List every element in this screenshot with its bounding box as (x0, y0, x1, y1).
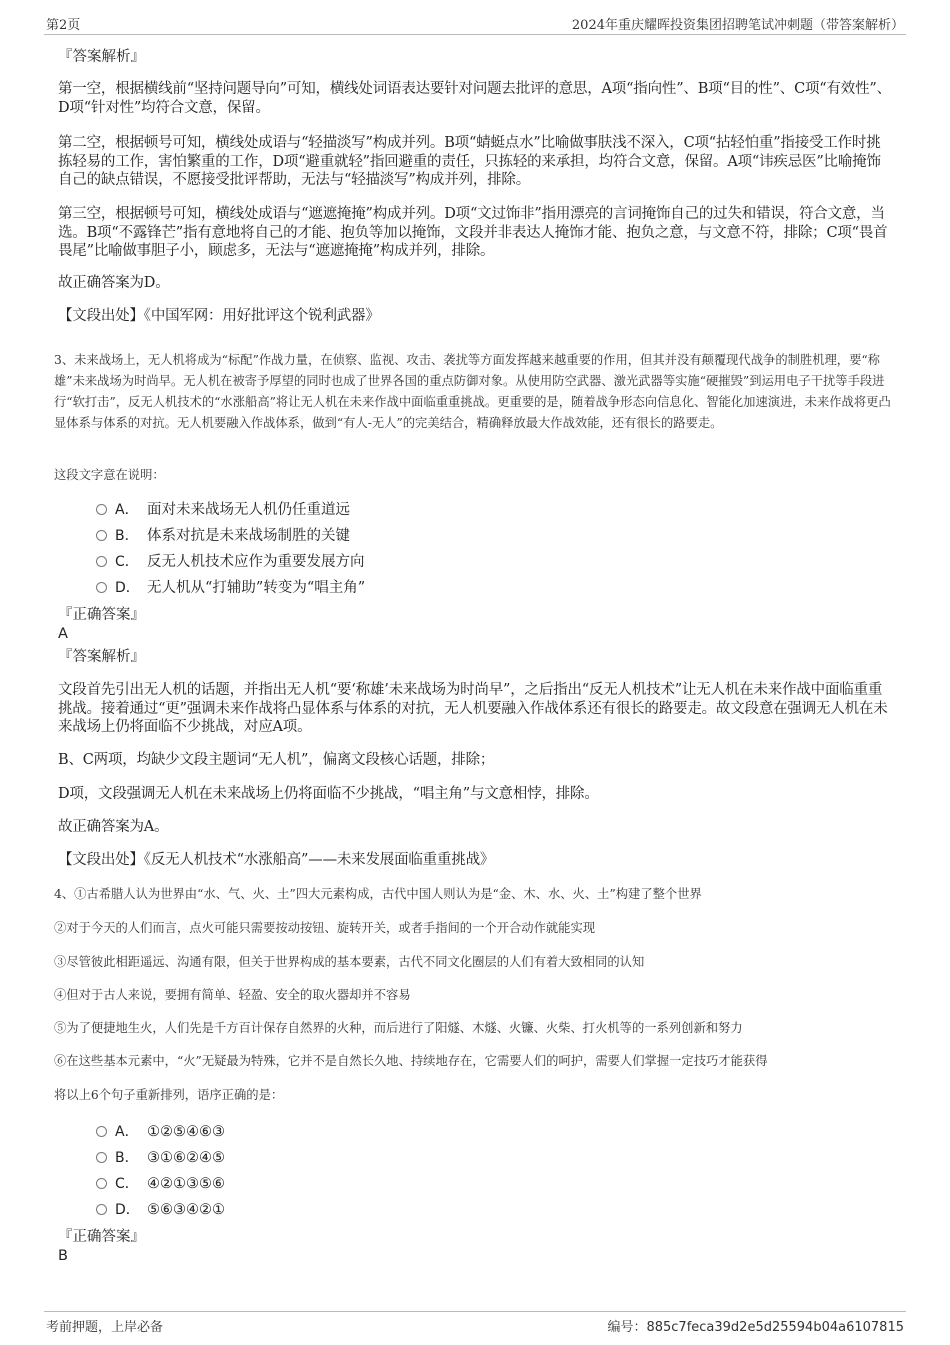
q4-answer-tag: 『正确答案』 (58, 1229, 145, 1245)
q3-analysis-para2: B、C两项，均缺少文段主题词“无人机”，偏离文段核心话题，排除； (58, 752, 495, 768)
page-header (44, 14, 906, 35)
option-text: 反无人机技术应作为重要发展方向 (147, 554, 365, 570)
q4-sentence-3: ③尽管彼此相距遥远、沟通有限，但关于世界构成的基本要素，古代不同文化圈层的人们有着大致相同的认知 (54, 955, 645, 969)
q2-source: 【文段出处】《中国军网：用好批评这个锐利武器》 (58, 308, 380, 324)
radio-icon[interactable] (96, 556, 107, 567)
option-letter: C． (115, 1176, 139, 1192)
q3-prompt: 这段文字意在说明： (54, 468, 165, 482)
q2-conclusion: 故正确答案为D。 (58, 275, 170, 291)
q4-sentence-5: ⑤为了便捷地生火，人们先是千方百计保存自然界的火种，而后进行了阳燧、木燧、火镰、火柴、打火机等的一系列创新和努力 (54, 1021, 743, 1035)
document-title: 2024年重庆耀晖投资集团招聘笔试冲刺题（带答案解析） (571, 18, 904, 33)
option-letter: C． (115, 554, 139, 570)
q2-analysis-para2: 第二空，根据顿号可知，横线处成语与“轻描淡写”构成并列。B项“蜻蜓点水”比喻做事肤浅不深入，C项“拈轻怕重”指接受工作时挑拣轻易的工作，害怕繁重的工作，D项“避重就轻”指回避重的责任，只拣轻的来承担，均符合文意，保留。A项“讳疾忌医”比喻掩饰自己的缺点错误，不愿接受批评帮助，无法与“轻描淡写”构成并列，排除。 (58, 135, 881, 188)
option-letter: D． (115, 1202, 140, 1218)
q4-option-b[interactable] (96, 1147, 225, 1169)
option-letter: A． (115, 1124, 139, 1140)
option-text: ④②①③⑤⑥ (147, 1176, 225, 1192)
footer-slogan: 考前押题，上岸必备 (46, 1320, 164, 1335)
q3-analysis-tag: 『答案解析』 (58, 649, 145, 665)
option-text: 无人机从“打辅助”转变为“唱主角” (147, 580, 366, 596)
document-id: 编号：885c7feca39d2e5d25594b04a6107815 (607, 1320, 904, 1335)
page-number: 第2页 (46, 18, 81, 33)
q4-option-d[interactable] (96, 1199, 225, 1221)
option-text: 面对未来战场无人机仍任重道远 (147, 502, 350, 518)
radio-icon[interactable] (96, 1152, 107, 1163)
q4-option-a[interactable] (96, 1121, 225, 1143)
q3-answer-tag: 『正确答案』 (58, 607, 145, 623)
radio-icon[interactable] (96, 504, 107, 515)
radio-icon[interactable] (96, 1126, 107, 1137)
option-letter: D． (115, 580, 140, 596)
q4-sentence-4: ④但对于古人来说，要拥有简单、轻盈、安全的取火器却并不容易 (54, 988, 411, 1002)
q4-sentence-2: ②对于今天的人们而言，点火可能只需要按动按钮、旋转开关，或者手指间的一个开合动作就能实现 (54, 921, 596, 935)
option-text: ③①⑥②④⑤ (147, 1150, 225, 1166)
radio-icon[interactable] (96, 1204, 107, 1215)
option-text: ⑤⑥③④②① (147, 1202, 225, 1218)
q3-analysis-para3: D项，文段强调无人机在未来战场上仍将面临不少挑战，“唱主角”与文意相悖，排除。 (58, 786, 599, 802)
q3-analysis-para1: 文段首先引出无人机的话题，并指出无人机“要‘称雄’未来战场为时尚早”，之后指出“反无人机技术”让无人机在未来作战中面临重重挑战。接着通过“更”强调未来作战将凸显体系与体系的对抗，无人机要融入作战体系还有很长的路要走。故文段意在强调无人机在未来战场上仍将面临不少挑战，对应A项。 (58, 682, 888, 735)
option-text: 体系对抗是未来战场制胜的关键 (147, 528, 350, 544)
q4-sentence-6: ⑥在这些基本元素中，“火”无疑最为特殊，它并不是自然长久地、持续地存在，它需要人们的呵护，需要人们掌握一定技巧才能获得 (54, 1054, 768, 1068)
q2-analysis-para3: 第三空，根据顿号可知，横线处成语与“遮遮掩掩”构成并列。D项“文过饰非”指用漂亮的言词掩饰自己的过失和错误，符合文意，当选。B项“不露锋芒”指有意地将自己的才能、抱负等加以掩饰，文段并非表达人掩饰才能、抱负之意，与文意不符，排除；C项“畏首畏尾”比喻做事胆子小，顾虑多，无法与“遮遮掩掩”构成并列，排除。 (58, 206, 888, 259)
q4-option-c[interactable] (96, 1173, 225, 1195)
q3-answer: A (58, 626, 68, 642)
q3-source: 【文段出处】《反无人机技术“水涨船高”——未来发展面临重重挑战》 (58, 852, 495, 868)
option-letter: A． (115, 502, 139, 518)
q3-stem: 3、未来战场上，无人机将成为“标配”作战力量，在侦察、监视、攻击、袭扰等方面发挥越来越重要的作用，但其并没有颠覆现代战争的制胜机理，要“称雄”未来战场为时尚早。无人机在被寄予厚望的同时也成了世界各国的重点防御对象。从使用防空武器、激光武器等实施“硬摧毁”到运用电子干扰等手段进行“软打击”，反无人机技术的“水涨船高”将让无人机在未来作战中面临重重挑战。更重要的是，随着战争形态向信息化、智能化加速演进，未来作战将更凸显体系与体系的对抗。无人机要融入作战体系，做到“有人-无人”的完美结合，精确释放最大作战效能，还有很长的路要走。 (54, 353, 891, 430)
option-letter: B． (115, 528, 139, 544)
q3-conclusion: 故正确答案为A。 (58, 819, 169, 835)
radio-icon[interactable] (96, 582, 107, 593)
q4-answer: B (58, 1248, 68, 1264)
q3-option-c[interactable] (96, 551, 365, 573)
radio-icon[interactable] (96, 530, 107, 541)
q2-analysis-para1: 第一空，根据横线前“坚持问题导向”可知，横线处词语表达要针对问题去批评的意思，A项“指向性”、B项“目的性”、C项“有效性”、D项“针对性”均符合文意，保留。 (58, 81, 891, 116)
q4-sentence-1: 4、①古希腊人认为世界由“水、气、火、土”四大元素构成，古代中国人则认为是“金、木、水、火、土”构建了整个世界 (54, 887, 702, 901)
radio-icon[interactable] (96, 1178, 107, 1189)
option-text: ①②⑤④⑥③ (147, 1124, 225, 1140)
q3-option-d[interactable] (96, 577, 365, 599)
q3-option-a[interactable] (96, 499, 350, 521)
q3-option-b[interactable] (96, 525, 350, 547)
q2-analysis-tag: 『答案解析』 (58, 49, 145, 65)
page-footer (44, 1311, 906, 1336)
option-letter: B． (115, 1150, 139, 1166)
q4-prompt: 将以上6个句子重新排列，语序正确的是： (54, 1088, 284, 1102)
